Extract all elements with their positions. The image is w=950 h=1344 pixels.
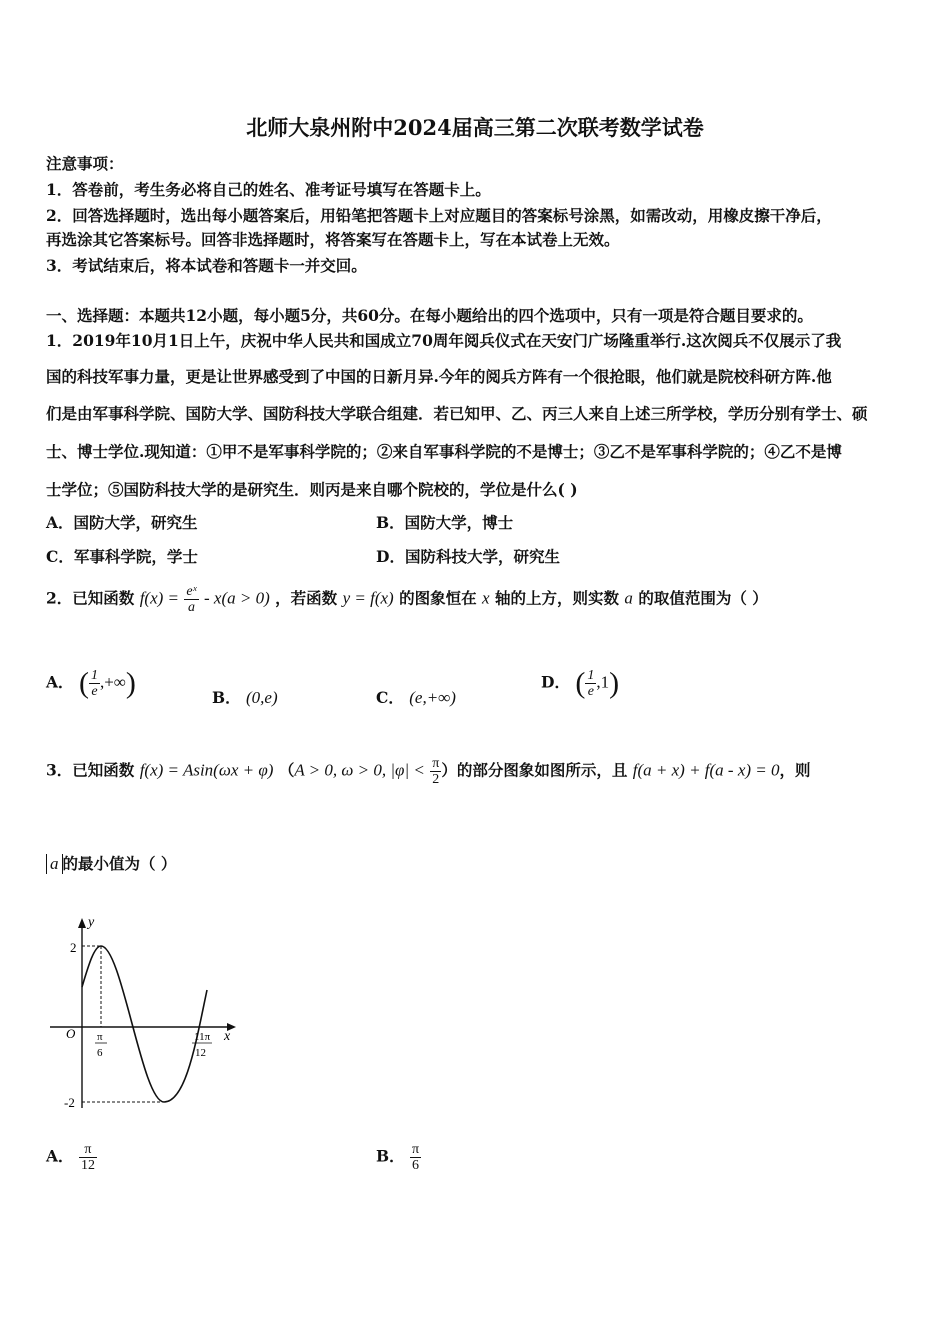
q3-func: f(x) = Asin(ωx + φ)	[139, 760, 274, 780]
q3-suffix: ，则	[779, 760, 811, 780]
notice-item-1: 1．答卷前，考生务必将自己的姓名、准考证号填写在答题卡上。	[46, 180, 491, 199]
q3-mid: ）的部分图象如图所示，且	[441, 760, 628, 780]
y-axis-label: y	[88, 915, 95, 930]
q3-option-b-den: 6	[412, 1158, 420, 1173]
notice-item-3: 3．考试结束后，将本试卷和答题卡一并交回。	[46, 256, 367, 275]
notice-item-2-cont: 再选涂其它答案标号。回答非选择题时，将答案写在答题卡上，写在本试卷上无效。	[46, 230, 620, 249]
q2-option-a-den: e	[91, 684, 98, 699]
q2-option-c	[376, 686, 456, 708]
q2-option-d-num: 1	[587, 668, 595, 683]
q2-func-den: a	[188, 600, 195, 615]
y-max-label: 2	[70, 940, 77, 955]
q2-option-c-value: (e,+∞)	[409, 688, 456, 707]
q3-condition: A > 0, ω > 0, |φ| <	[294, 760, 425, 780]
notice-item-2: 2．回答选择题时，选出每小题答案后，用铅笔把答题卡上对应题目的答案标号涂黑，如需改动，用橡皮擦干净后，	[46, 206, 832, 225]
q2-avar: a	[624, 588, 633, 608]
q2-option-a-rest: ,+∞	[99, 672, 126, 692]
q3-option-a-num: π	[79, 1142, 97, 1158]
q1-line-5: 士学位；⑤国防科技大学的是研究生．则丙是来自哪个院校的，学位是什么( )	[46, 480, 578, 499]
q2-xvar: x	[482, 588, 490, 608]
q1-option-c: C．军事科学院，学士	[46, 547, 198, 566]
q2-option-a-label: A．	[46, 672, 74, 692]
q3-stem	[46, 756, 811, 787]
q2-func-lhs: f(x) =	[139, 588, 180, 608]
q3-cond-num: π	[432, 756, 440, 771]
q2-func-rest: - x(a > 0)	[204, 588, 270, 608]
q3-prefix: 3．已知函数	[46, 760, 135, 780]
tick1-num: π	[97, 1031, 103, 1043]
q2-func-num: eˣ	[186, 584, 197, 599]
q3-option-b	[376, 1142, 421, 1173]
q2-option-b-label: B．	[212, 688, 241, 707]
q2-option-b	[212, 686, 278, 708]
q2-mid1: ，若函数	[275, 588, 338, 608]
q3-line-2	[46, 852, 176, 874]
q1-line-1: 1．2019年10月1日上午，庆祝中华人民共和国成立70周年阅兵仪式在天安门广场隆重举行.这次阅兵不仅展示了我	[46, 331, 842, 350]
tick2-num: 11π	[194, 1031, 211, 1043]
q1-option-b: B．国防大学，博士	[376, 513, 514, 532]
sine-graph-figure	[44, 912, 244, 1112]
q3-option-b-num: π	[412, 1142, 420, 1157]
q2-suffix: 的取值范围为（ ）	[638, 588, 768, 608]
tick1-den: 6	[97, 1047, 103, 1059]
x-axis-label: x	[224, 1029, 231, 1044]
q3-option-a	[46, 1142, 97, 1173]
q3-option-a-label: A．	[46, 1146, 74, 1166]
q2-yfx: y = f(x)	[342, 588, 394, 608]
q3-line-2-text: 的最小值为（ ）	[62, 854, 177, 873]
q3-abs-a: a	[46, 854, 63, 874]
q3-cond-den: 2	[432, 772, 440, 787]
q2-option-d-rest: ,1	[596, 672, 610, 692]
y-axis-arrow	[78, 918, 86, 928]
q2-option-a: A． ( $\frac{1}{e}$ ,+∞)	[46, 666, 136, 700]
q2-stem	[46, 584, 768, 615]
q3-option-b-label: B．	[376, 1146, 405, 1166]
q2-option-b-value: (0,e)	[246, 688, 278, 707]
section-heading: 一、选择题：本题共12小题，每小题5分，共60分。在每小题给出的四个选项中，只有一项是符合题目要求的。	[46, 306, 813, 325]
y-min-label: -2	[64, 1095, 75, 1110]
tick2-den: 12	[195, 1047, 206, 1059]
q2-option-c-label: C．	[376, 688, 404, 707]
q3-relation: f(a + x) + f(a - x) = 0	[632, 760, 780, 780]
q2-mid2: 的图象恒在	[399, 588, 477, 608]
q2-option-d-label: D．	[541, 672, 570, 692]
q2-mid3: 轴的上方，则实数	[494, 588, 619, 608]
notice-heading: 注意事项：	[46, 154, 124, 173]
origin-label: O	[66, 1026, 76, 1041]
q1-option-d: D．国防科技大学，研究生	[376, 547, 560, 566]
q3-option-a-den: 12	[80, 1158, 95, 1173]
q2-option-d: D． ( $\frac{1}{e}$ ,1)	[541, 666, 620, 700]
q2-prefix: 2．已知函数	[46, 588, 135, 608]
q3-paren-open: （	[278, 760, 295, 780]
q1-line-2: 国的科技军事力量，更是让世界感受到了中国的日新月异.今年的阅兵方阵有一个很抢眼，他们就是院校科研方阵.他	[46, 367, 832, 386]
q1-option-a: A．国防大学，研究生	[46, 513, 198, 532]
q2-func-fraction	[184, 584, 198, 615]
q2-option-a-num: 1	[90, 668, 98, 683]
q2-option-d-den: e	[587, 684, 594, 699]
q1-line-4: 士、博士学位.现知道：①甲不是军事科学院的；②来自军事科学院的不是博士；③乙不是军事科学院的；④乙不是博	[46, 442, 842, 461]
q1-line-3: 们是由军事科学院、国防大学、国防科技大学联合组建．若已知甲、乙、丙三人来自上述三所学校，学历分别有学士、硕	[46, 404, 868, 423]
page-title: 北师大泉州附中2024届高三第二次联考数学试卷	[246, 115, 704, 140]
